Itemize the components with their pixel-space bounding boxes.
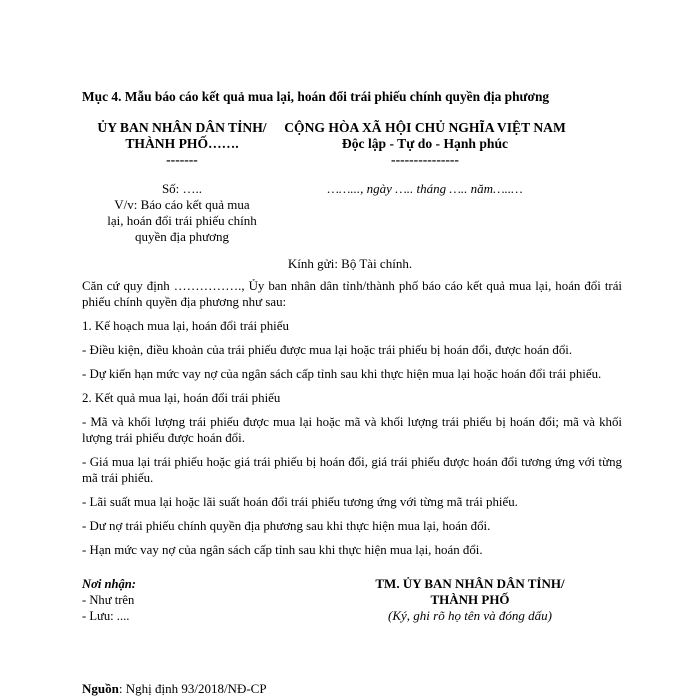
date-line: ……..., ngày ….. tháng ….. năm…..…: [327, 181, 523, 196]
document-number-block: [82, 181, 282, 245]
section-2-item: - Giá mua lại trái phiếu hoặc giá trái phiếu bị hoán đổi, giá trái phiếu được hoán đổi tương ứng với từng mã trái phiếu.: [82, 455, 622, 485]
recipients-block: [82, 576, 136, 624]
national-motto-header: [265, 120, 585, 168]
section-2-item: - Dư nợ trái phiếu chính quyền địa phương sau khi thực hiện mua lại, hoán đổi.: [82, 519, 491, 533]
source-value: : Nghị định 93/2018/NĐ-CP: [118, 681, 267, 696]
subject-line-1: V/v: Báo cáo kết quả mua: [114, 197, 250, 212]
signature-note: (Ký, ghi rõ họ tên và đóng dấu): [388, 608, 552, 623]
intro-paragraph: Căn cứ quy định ……………., Ủy ban nhân dân tỉnh/thành phố báo cáo kết quả mua lại, hoán đổi trái phiếu chính quyền địa phương như sau:: [82, 279, 622, 309]
source-line: [82, 681, 267, 697]
section-2-item: - Lãi suất mua lại hoặc lãi suất hoán đổi trái phiếu tương ứng với từng mã trái phiếu.: [82, 495, 518, 509]
authority-line-2: THÀNH PHỐ…….: [125, 136, 239, 151]
section-1-heading: 1. Kế hoạch mua lại, hoán đổi trái phiếu: [82, 319, 289, 333]
motto-divider: ---------------: [391, 152, 459, 167]
signature-block: [330, 576, 610, 624]
subject-line-2: lại, hoán đổi trái phiếu chính: [107, 213, 257, 228]
document-number: Số: …..: [161, 181, 203, 196]
section-2-heading: 2. Kết quả mua lại, hoán đổi trái phiếu: [82, 391, 281, 405]
recipient-item: - Như trên: [82, 593, 135, 607]
issuing-authority-header: [82, 120, 282, 168]
recipients-label: Nơi nhận:: [82, 577, 137, 591]
section-1-item: - Điều kiện, điều khoản của trái phiếu được mua lại hoặc trái phiếu bị hoán đổi, được hoán đổi.: [82, 343, 573, 357]
section-2-item: - Mã và khối lượng trái phiếu được mua lại hoặc mã và khối lượng trái phiếu bị hoán đổi; mã và khối lượng trái phiếu được hoán đổi.: [82, 415, 622, 445]
signature-title-line-2: THÀNH PHỐ: [430, 592, 510, 607]
section-1-item: - Dự kiến hạn mức vay nợ của ngân sách cấp tỉnh sau khi thực hiện mua lại hoặc hoán đổi trái phiếu.: [82, 367, 602, 381]
authority-line-1: ỦY BAN NHÂN DÂN TỈNH/: [97, 120, 267, 135]
report-body: [82, 278, 622, 558]
authority-divider: -------: [166, 152, 198, 167]
document-title: Mục 4. Mẫu báo cáo kết quả mua lại, hoán đổi trái phiếu chính quyền địa phương: [82, 89, 550, 104]
recipient-line: Kính gửi: Bộ Tài chính.: [287, 256, 413, 271]
source-label: Nguồn: [82, 681, 119, 696]
signature-title-line-1: TM. ỦY BAN NHÂN DÂN TỈNH/: [375, 576, 565, 591]
section-2-item: - Hạn mức vay nợ của ngân sách cấp tỉnh sau khi thực hiện mua lại, hoán đổi.: [82, 543, 483, 557]
subject-line-3: quyền địa phương: [134, 229, 230, 244]
country-name: CỘNG HÒA XÃ HỘI CHỦ NGHĨA VIỆT NAM: [284, 120, 566, 135]
motto: Độc lập - Tự do - Hạnh phúc: [341, 136, 509, 151]
recipient-item: - Lưu: ....: [82, 609, 130, 623]
